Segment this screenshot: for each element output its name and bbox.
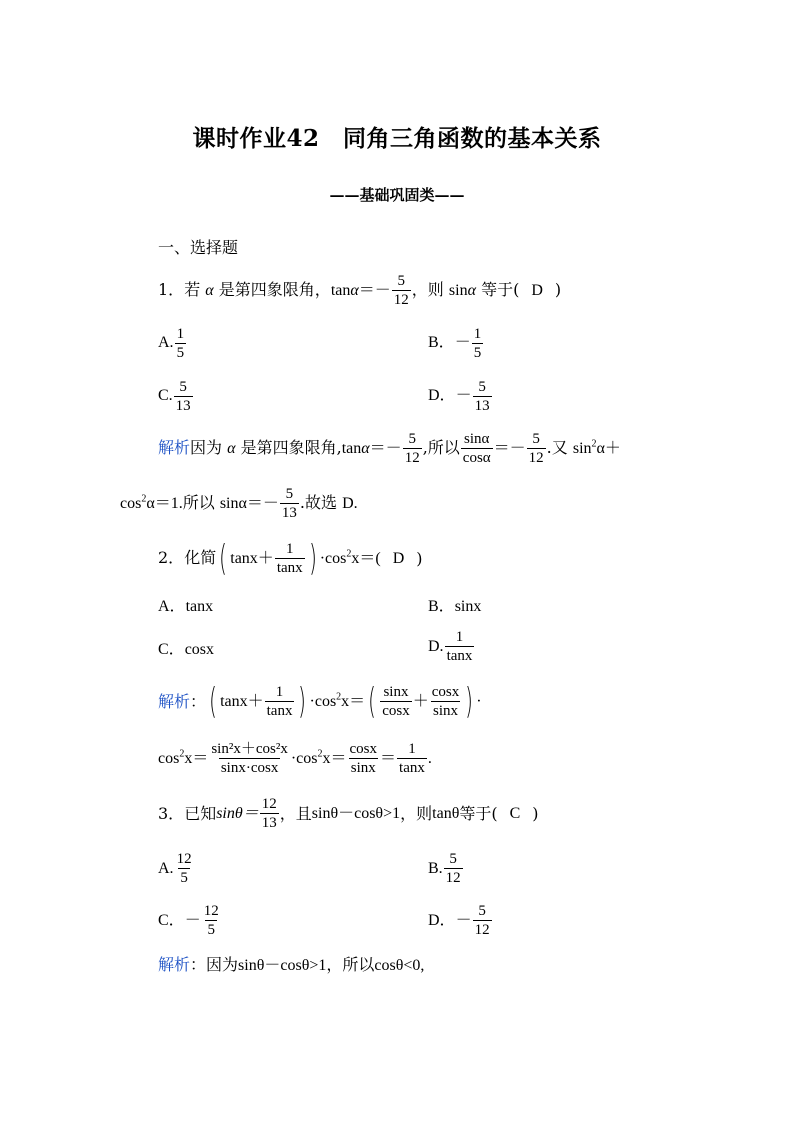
q1-option-a: A. $\frac{1}{5}$ [158, 326, 185, 361]
q3-solution-line-1: 解析：因为sinθ－cosθ>1，所以cosθ<0, [158, 955, 425, 974]
q2-option-a: A．tanx [158, 598, 214, 615]
q1-answer: D [531, 282, 543, 299]
q2-option-c: C．cosx [158, 641, 215, 658]
question-2-stem: 2．化简( tanx＋ $\frac{1}{\tan x}$ ) $\cdot\cos^2x=$( D ) [158, 537, 423, 579]
q1-solution-label: 解析 [158, 438, 191, 457]
q1-solution-line-2: $\cos^2\alpha=1$.所以 sinα＝－ $\frac{5}{13}$ .故选 D. [120, 486, 358, 521]
q1-option-d: D．－ $\frac{5}{13}$ [428, 379, 490, 414]
q2-answer: D [392, 549, 405, 567]
q1-text-d: 等于( [481, 280, 520, 299]
q1-number: 1． [158, 280, 185, 299]
q1-option-c: C. $\frac{5}{13}$ [158, 379, 191, 414]
question-1-stem: 1．若 α 是第四象限角，tanα＝－ $\frac{5}{12}$ ，则 sinα 等于( D ) [158, 273, 562, 308]
q1-alpha: α [205, 282, 214, 299]
q1-close: ) [554, 280, 562, 299]
q3-option-c: C．－ $\frac{12}{5}$ [158, 903, 219, 938]
q1-solution-line-1: 解析因为 α 是第四象限角,tanα＝－ $\frac{5}{12}$ ,所以 $\frac{\sin\alpha}{\cos\alpha}$ ＝－ $\frac{5}{12}$ .又 $\sin^2\alpha+$ [158, 431, 621, 466]
q2-solution-line-1: 解析：( tanx＋ $\frac{1}{\tan x}$ ) $\cdot\cos^2x=$( $\frac{\sin x}{\cos x}$ ＋ $\frac{\cos x}{\sin x}$ ) · [158, 680, 482, 722]
q1-eq: ＝－ [358, 282, 391, 299]
section-heading: 一、选择题 [158, 238, 239, 257]
q1-text-c: ，则 [411, 280, 444, 299]
q1-text-b: 是第四象限角， [218, 280, 331, 299]
q1-tan: tan [330, 282, 351, 299]
q2-solution-line-2: $\cos^2x=$ $\frac{\text{sin²x＋cos²x}}{\sin x\cdot\cos x}$ $\cdot\cos^2x=$ $\frac{\cos x}{\sin x}$ ＝ $\frac{1}{\tan x}$ . [158, 741, 432, 776]
section-subtitle: ——基础巩固类—— [329, 186, 465, 204]
q3-solution-label: 解析 [158, 955, 191, 974]
q3-option-d: D．－ $\frac{5}{12}$ [428, 903, 490, 938]
question-3-stem: 3．已知sinθ＝ $\frac{12}{13}$ ，且sinθ－cosθ>1，则tanθ等于( C ) [158, 796, 539, 831]
q2-solution-label: 解析 [158, 691, 191, 711]
q3-option-b: B. $\frac{5}{12}$ [428, 851, 461, 886]
q1-sin: sin [448, 282, 468, 299]
q1-fraction: $\frac{5}{12}$ [393, 273, 409, 308]
q1-option-b: B．－ $\frac{1}{5}$ [428, 326, 482, 361]
q3-answer: C [509, 804, 521, 822]
q1-text-a: 若 [184, 280, 201, 299]
q3-option-a: A. $\frac{12}{5}$ [158, 851, 192, 886]
page-title: 课时作业42 同角三角函数的基本关系 [192, 125, 602, 152]
q2-option-d: D. $\frac{1}{\tan x}$ [428, 629, 473, 664]
q2-option-b: B．sinx [428, 598, 482, 615]
